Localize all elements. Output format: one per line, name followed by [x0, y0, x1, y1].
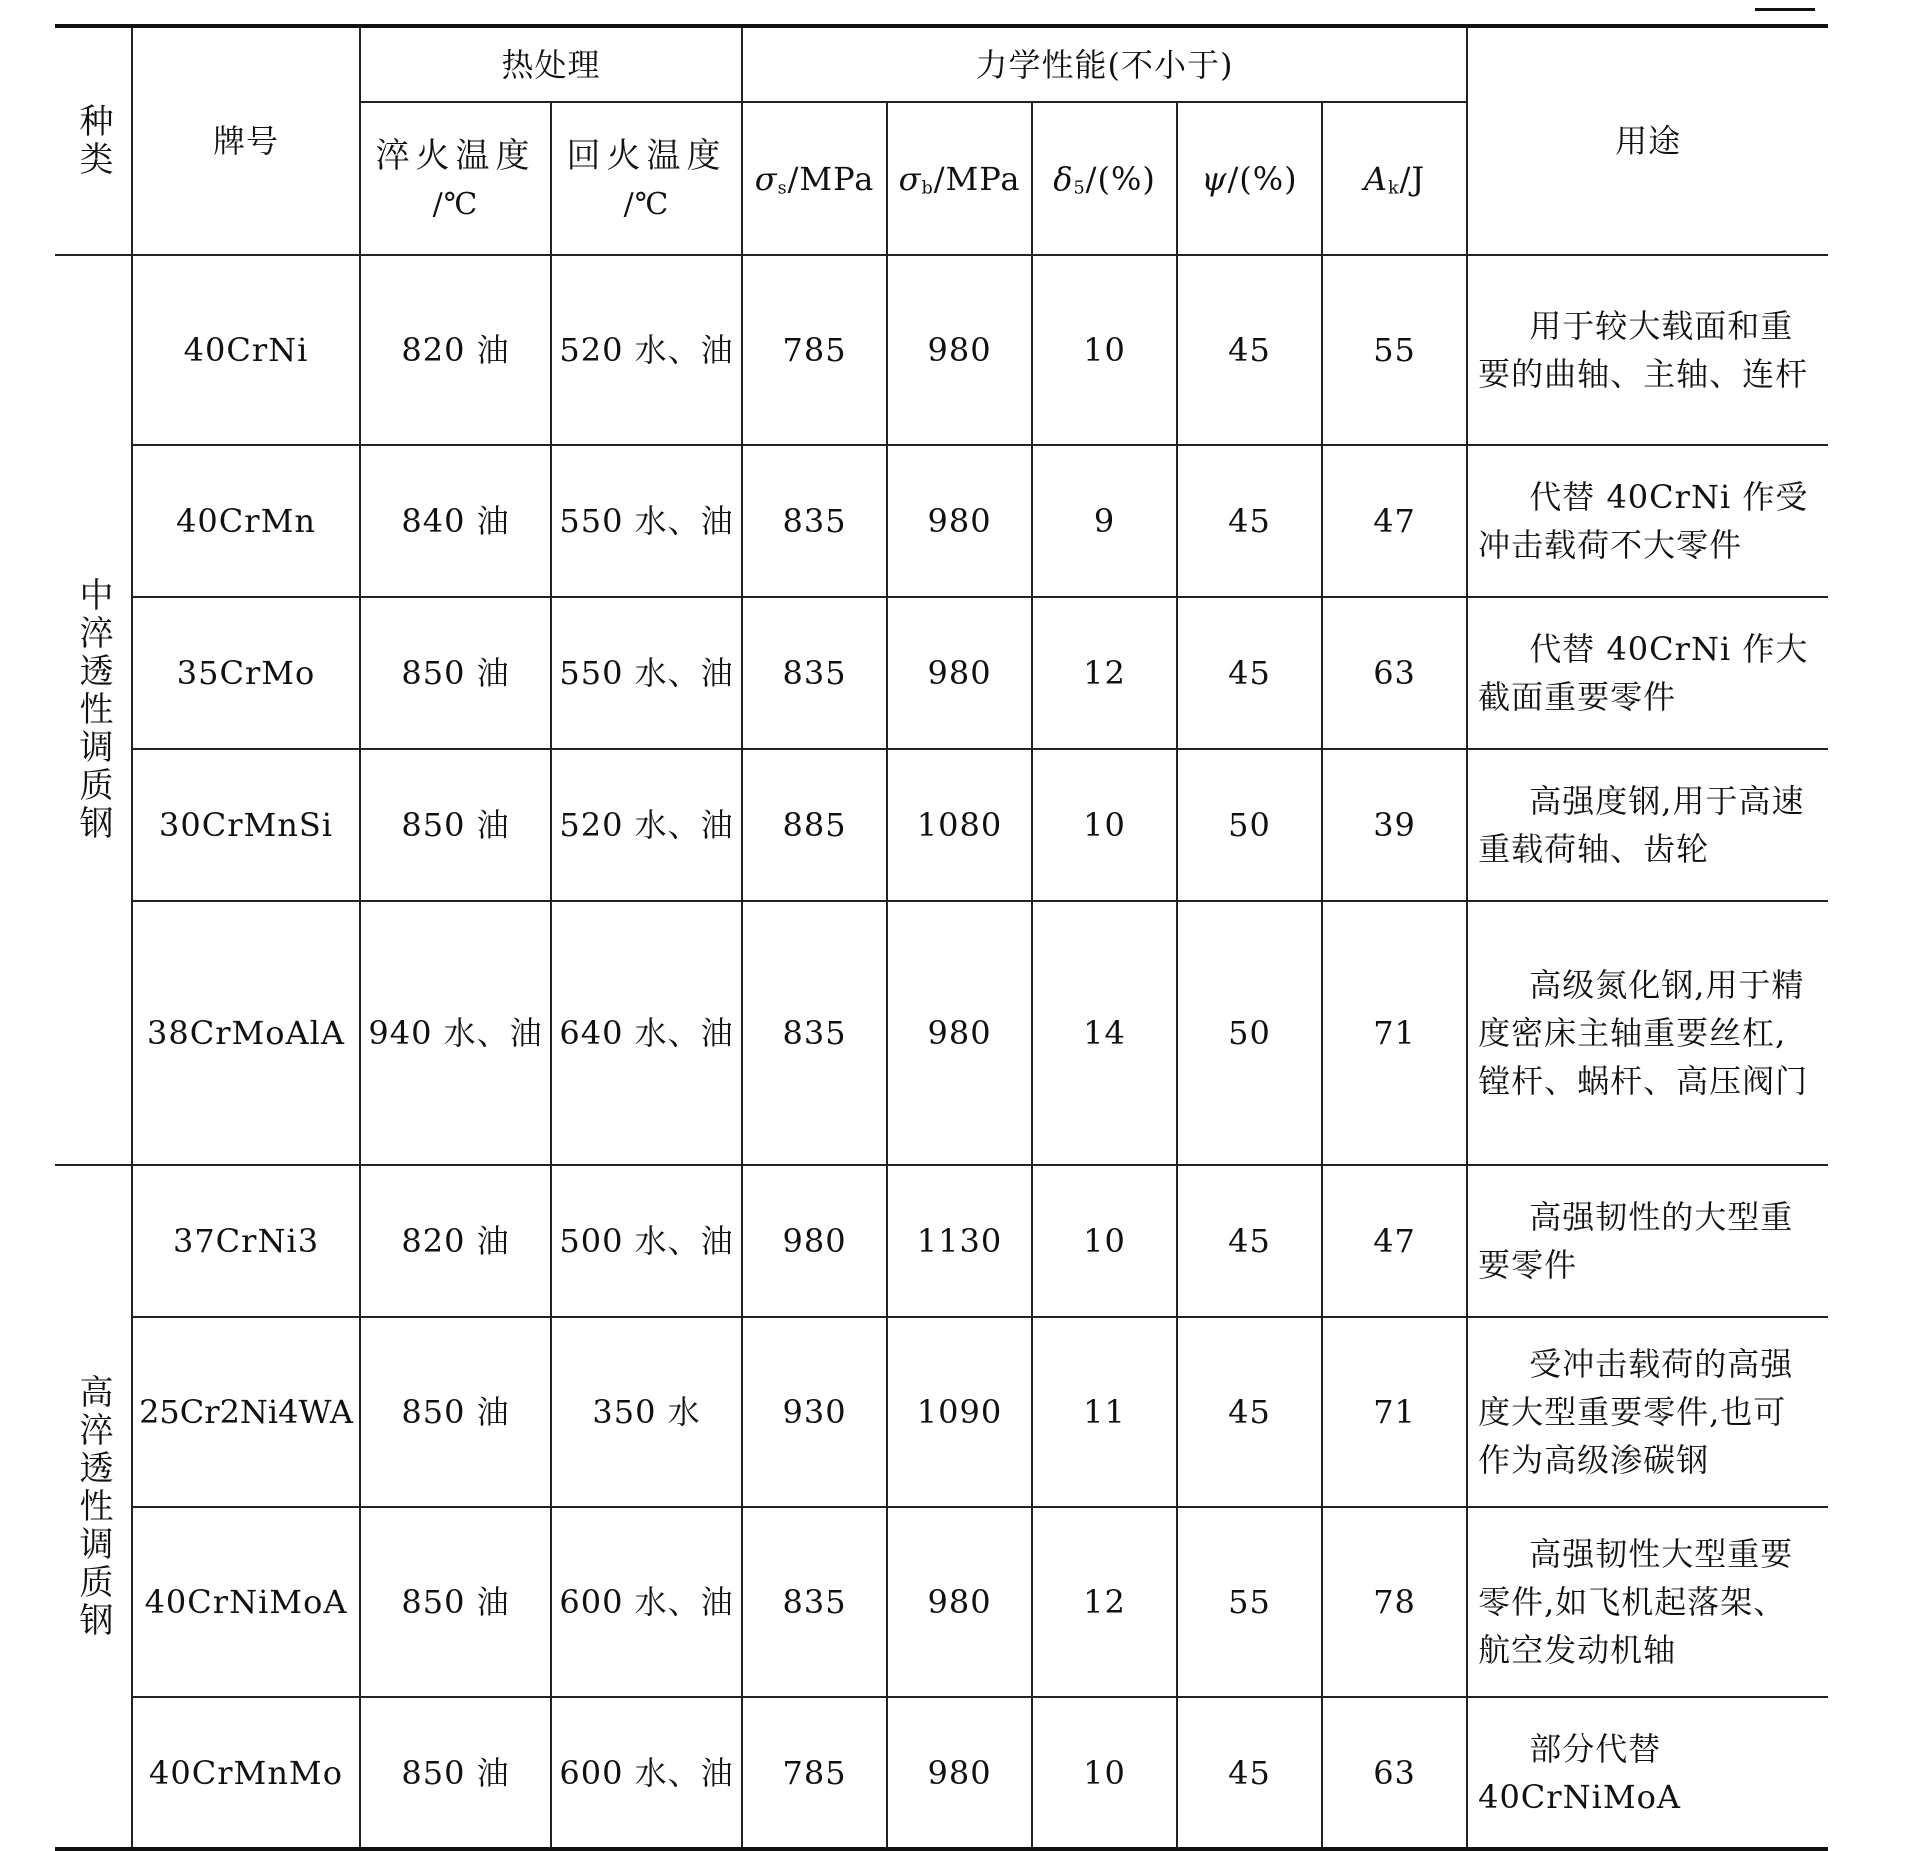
usage-cell: 高强韧性大型重要零件,如飞机起落架、航空发动机轴: [1467, 1507, 1828, 1697]
ak-cell: 55: [1322, 255, 1467, 445]
ak-cell: 63: [1322, 597, 1467, 749]
delta-cell: 10: [1032, 749, 1177, 901]
sigma-s-cell: 835: [742, 597, 887, 749]
delta-cell: 14: [1032, 901, 1177, 1165]
table-row: [55, 1317, 1828, 1507]
sigma-b-cell: 980: [887, 1507, 1032, 1697]
ak-cell: 71: [1322, 901, 1467, 1165]
psi-cell: 55: [1177, 1507, 1322, 1697]
sigma-s-cell: 835: [742, 1507, 887, 1697]
sigma-b-cell: 980: [887, 445, 1032, 597]
delta-cell: 9: [1032, 445, 1177, 597]
header-heat-treatment: 热处理: [360, 26, 742, 102]
header-category: 种类: [55, 26, 132, 255]
grade-cell: 40CrNi: [132, 255, 360, 445]
sigma-b-cell: 980: [887, 255, 1032, 445]
ak-cell: 78: [1322, 1507, 1467, 1697]
sigma-s-cell: 930: [742, 1317, 887, 1507]
psi-cell: 50: [1177, 749, 1322, 901]
ak-cell: 71: [1322, 1317, 1467, 1507]
ak-cell: 47: [1322, 445, 1467, 597]
temper-cell: 550 水、油: [551, 597, 742, 749]
delta-cell: 10: [1032, 1697, 1177, 1849]
sigma-b-cell: 1090: [887, 1317, 1032, 1507]
delta-cell: 10: [1032, 1165, 1177, 1317]
header-sigma-s: $\sigma_s$/MPa: [742, 102, 887, 255]
header-usage: 用途: [1467, 26, 1828, 255]
quench-cell: 850 油: [360, 1317, 551, 1507]
delta-cell: 11: [1032, 1317, 1177, 1507]
group-high-hardenability: 高淬透性调质钢: [55, 1165, 132, 1849]
table-row: [55, 1697, 1828, 1849]
ak-cell: 47: [1322, 1165, 1467, 1317]
sigma-b-cell: 980: [887, 1697, 1032, 1849]
psi-cell: 50: [1177, 901, 1322, 1165]
header-delta5: $\delta_5/(\%)$: [1032, 102, 1177, 255]
table-row: [55, 1507, 1828, 1697]
quench-cell: 850 油: [360, 1507, 551, 1697]
delta-cell: 12: [1032, 1507, 1177, 1697]
usage-cell: 代替 40CrNi 作受冲击载荷不大零件: [1467, 445, 1828, 597]
usage-cell: 部分代替 40CrNiMoA: [1467, 1697, 1828, 1849]
delta-cell: 12: [1032, 597, 1177, 749]
quench-cell: 940 水、油: [360, 901, 551, 1165]
usage-cell: 受冲击载荷的高强度大型重要零件,也可作为高级渗碳钢: [1467, 1317, 1828, 1507]
table-row: [55, 255, 1828, 445]
sigma-b-cell: 1130: [887, 1165, 1032, 1317]
table-row: [55, 1165, 1828, 1317]
usage-cell: 高强度钢,用于高速重载荷轴、齿轮: [1467, 749, 1828, 901]
usage-cell: 高级氮化钢,用于精度密床主轴重要丝杠,镗杆、蜗杆、高压阀门: [1467, 901, 1828, 1165]
sigma-s-cell: 885: [742, 749, 887, 901]
corner-rule: [1755, 0, 1815, 11]
table-row: [55, 749, 1828, 901]
steel-spec-table: [55, 24, 1828, 1851]
grade-cell: 30CrMnSi: [132, 749, 360, 901]
psi-cell: 45: [1177, 445, 1322, 597]
grade-cell: 38CrMoAlA: [132, 901, 360, 1165]
grade-cell: 35CrMo: [132, 597, 360, 749]
psi-cell: 45: [1177, 1697, 1322, 1849]
grade-cell: 40CrMnMo: [132, 1697, 360, 1849]
table-row: [55, 901, 1828, 1165]
grade-cell: 40CrMn: [132, 445, 360, 597]
temper-cell: 550 水、油: [551, 445, 742, 597]
table-row: [55, 445, 1828, 597]
header-mechanical: 力学性能(不小于): [742, 26, 1467, 102]
temper-cell: 640 水、油: [551, 901, 742, 1165]
temper-cell: 600 水、油: [551, 1697, 742, 1849]
ak-cell: 39: [1322, 749, 1467, 901]
grade-cell: 37CrNi3: [132, 1165, 360, 1317]
quench-cell: 820 油: [360, 255, 551, 445]
sigma-s-cell: 835: [742, 901, 887, 1165]
ak-cell: 63: [1322, 1697, 1467, 1849]
psi-cell: 45: [1177, 597, 1322, 749]
sigma-s-cell: 785: [742, 1697, 887, 1849]
usage-cell: 代替 40CrNi 作大截面重要零件: [1467, 597, 1828, 749]
quench-cell: 850 油: [360, 749, 551, 901]
psi-cell: 45: [1177, 1317, 1322, 1507]
grade-cell: 40CrNiMoA: [132, 1507, 360, 1697]
quench-cell: 840 油: [360, 445, 551, 597]
header-psi: ψ/(%): [1177, 102, 1322, 255]
temper-cell: 500 水、油: [551, 1165, 742, 1317]
temper-cell: 520 水、油: [551, 749, 742, 901]
sigma-b-cell: 1080: [887, 749, 1032, 901]
usage-cell: 高强韧性的大型重要零件: [1467, 1165, 1828, 1317]
grade-cell: 25Cr2Ni4WA: [132, 1317, 360, 1507]
psi-cell: 45: [1177, 255, 1322, 445]
quench-cell: 850 油: [360, 1697, 551, 1849]
header-quench-temp: 淬火温度 /℃: [360, 102, 551, 255]
temper-cell: 350 水: [551, 1317, 742, 1507]
header-ak: $A_k/J$: [1322, 102, 1467, 255]
psi-cell: 45: [1177, 1165, 1322, 1317]
quench-cell: 850 油: [360, 597, 551, 749]
sigma-b-cell: 980: [887, 901, 1032, 1165]
sigma-b-cell: 980: [887, 597, 1032, 749]
temper-cell: 600 水、油: [551, 1507, 742, 1697]
header-grade: 牌号: [132, 26, 360, 255]
table-row: [55, 597, 1828, 749]
temper-cell: 520 水、油: [551, 255, 742, 445]
sigma-s-cell: 980: [742, 1165, 887, 1317]
delta-cell: 10: [1032, 255, 1177, 445]
usage-cell: 用于较大载面和重要的曲轴、主轴、连杆: [1467, 255, 1828, 445]
header-sigma-b: $\sigma_b$/MPa: [887, 102, 1032, 255]
quench-cell: 820 油: [360, 1165, 551, 1317]
group-medium-hardenability: 中淬透性调质钢: [55, 255, 132, 1165]
sigma-s-cell: 785: [742, 255, 887, 445]
header-temper-temp: 回火温度 /℃: [551, 102, 742, 255]
sigma-s-cell: 835: [742, 445, 887, 597]
